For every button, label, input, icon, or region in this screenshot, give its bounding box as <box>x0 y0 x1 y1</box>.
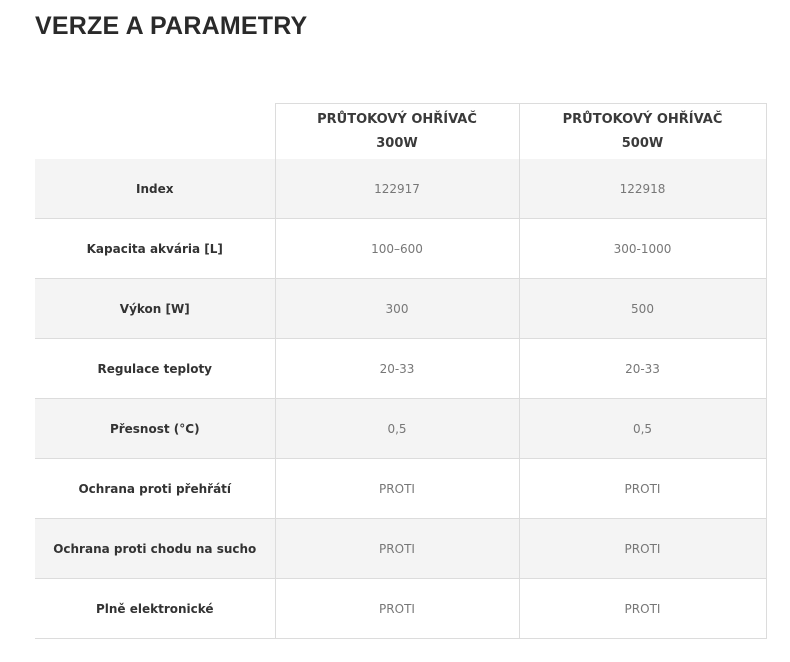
row-label: Index <box>35 159 275 219</box>
row-label: Přesnost (°C) <box>35 399 275 459</box>
cell-value: PROTI <box>275 519 519 579</box>
column-header-500w <box>519 104 766 160</box>
table-row <box>35 519 766 579</box>
cell-value: 300-1000 <box>519 219 766 279</box>
cell-value: PROTI <box>519 519 766 579</box>
cell-value: 20-33 <box>519 339 766 399</box>
table-row <box>35 279 766 339</box>
cell-value: 122918 <box>519 159 766 219</box>
table-row <box>35 579 766 639</box>
column-header-300w <box>275 104 519 160</box>
column-header-power: 300W <box>376 135 418 151</box>
page-title: VERZE A PARAMETRY <box>35 12 308 40</box>
cell-value: 20-33 <box>275 339 519 399</box>
row-label: Ochrana proti přehřátí <box>35 459 275 519</box>
cell-value: 0,5 <box>519 399 766 459</box>
table-row <box>35 339 766 399</box>
cell-value: 0,5 <box>275 399 519 459</box>
column-header-title: PRŮTOKOVÝ OHŘÍVAČ <box>317 111 477 127</box>
cell-value: 500 <box>519 279 766 339</box>
row-label: Plně elektronické <box>35 579 275 639</box>
table-corner-cell <box>35 104 275 160</box>
cell-value: PROTI <box>275 579 519 639</box>
table-row <box>35 399 766 459</box>
table-header-row <box>35 104 766 160</box>
table-row <box>35 159 766 219</box>
column-header-title: PRŮTOKOVÝ OHŘÍVAČ <box>562 111 723 127</box>
row-label: Regulace teploty <box>35 339 275 399</box>
cell-value: PROTI <box>519 579 766 639</box>
cell-value: 100–600 <box>275 219 519 279</box>
cell-value: PROTI <box>519 459 766 519</box>
specs-table <box>35 103 767 639</box>
cell-value: 300 <box>275 279 519 339</box>
cell-value: 122917 <box>275 159 519 219</box>
row-label: Kapacita akvária [L] <box>35 219 275 279</box>
row-label: Výkon [W] <box>35 279 275 339</box>
table-row <box>35 459 766 519</box>
column-header-power: 500W <box>621 135 664 151</box>
table-row <box>35 219 766 279</box>
row-label: Ochrana proti chodu na sucho <box>35 519 275 579</box>
cell-value: PROTI <box>275 459 519 519</box>
